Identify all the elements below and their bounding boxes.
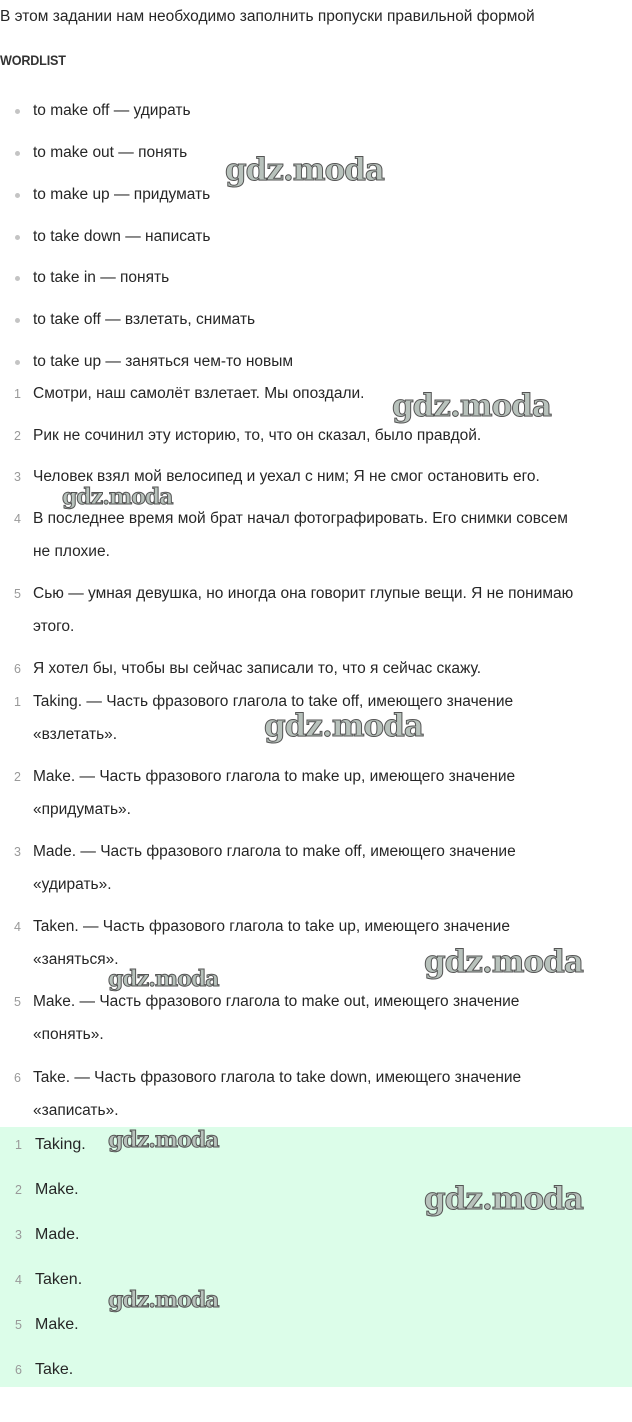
explanation-line: «удирать». — [33, 876, 112, 893]
answer-text: Make. — [35, 1316, 79, 1333]
answer-number: 6 — [15, 1363, 22, 1377]
answer-number: 4 — [15, 1273, 22, 1287]
item-number: 3 — [14, 845, 21, 859]
bullet-icon — [15, 193, 20, 198]
intro-text: В этом задании нам необходимо заполнить пропуски правильной формой — [0, 8, 535, 25]
explanation-line: Make. — Часть фразового глагола to make out, имеющего значение — [33, 993, 520, 1010]
translation-line: Человек взял мой велосипед и уехал с ним; Я не смог остановить его. — [33, 468, 540, 485]
explanation-line: «заняться». — [33, 951, 119, 968]
explanation-line: «записать». — [33, 1102, 119, 1119]
explanation-line: «придумать». — [33, 801, 131, 818]
watermark: gdz.moda — [225, 152, 384, 188]
answer-number: 2 — [15, 1183, 22, 1197]
item-number: 4 — [14, 920, 21, 934]
translation-line: Сью — умная девушка, но иногда она говорит глупые вещи. Я не понимаю — [33, 585, 574, 602]
item-number: 2 — [14, 429, 21, 443]
translation-line: Рик не сочинил эту историю, то, что он сказал, было правдой. — [33, 427, 482, 444]
watermark: gdz.moda — [108, 966, 219, 992]
explanation-line: «взлетать». — [33, 726, 118, 743]
bullet-icon — [15, 151, 20, 156]
item-number: 4 — [14, 512, 21, 526]
item-number: 5 — [14, 587, 21, 601]
answer-text: Make. — [35, 1181, 79, 1198]
answer-number: 3 — [15, 1228, 22, 1242]
item-number: 6 — [14, 1071, 21, 1085]
watermark: gdz.moda — [424, 1181, 583, 1217]
answer-number: 1 — [15, 1138, 22, 1152]
explanation-line: Taken. — Часть фразового глагола to take up, имеющего значение — [33, 918, 510, 935]
item-number: 2 — [14, 770, 21, 784]
explanation-line: Taking. — Часть фразового глагола to take off, имеющего значение — [33, 693, 514, 710]
wordlist-item: to take up — заняться чем-то новым — [33, 353, 294, 370]
item-number: 1 — [14, 387, 21, 401]
explanation-line: Make. — Часть фразового глагола to make up, имеющего значение — [33, 768, 516, 785]
watermark: gdz.moda — [62, 484, 173, 510]
wordlist-item: to make up — придумать — [33, 186, 211, 203]
watermark: gdz.moda — [264, 708, 423, 744]
answer-number: 5 — [15, 1318, 22, 1332]
watermark: gdz.moda — [108, 1127, 219, 1153]
bullet-icon — [15, 360, 20, 365]
translation-line: Смотри, наш самолёт взлетает. Мы опоздали. — [33, 385, 365, 402]
answer-text: Take. — [35, 1361, 74, 1378]
translation-line: не плохие. — [33, 543, 110, 560]
watermark: gdz.moda — [392, 388, 551, 424]
translation-line: Я хотел бы, чтобы вы сейчас записали то, что я сейчас скажу. — [33, 660, 482, 677]
item-number: 5 — [14, 995, 21, 1009]
translation-line: этого. — [33, 618, 75, 635]
translation-line: В последнее время мой брат начал фотографировать. Его снимки совсем — [33, 510, 568, 527]
answer-text: Taking. — [35, 1136, 86, 1153]
bullet-icon — [15, 235, 20, 240]
watermark: gdz.moda — [108, 1287, 219, 1313]
item-number: 3 — [14, 470, 21, 484]
bullet-icon — [15, 318, 20, 323]
wordlist-item: to take in — понять — [33, 269, 170, 286]
watermark: gdz.moda — [424, 944, 583, 980]
wordlist-item: to make out — понять — [33, 144, 188, 161]
bullet-icon — [15, 109, 20, 114]
answer-text: Made. — [35, 1226, 80, 1243]
explanation-line: «понять». — [33, 1026, 104, 1043]
item-number: 1 — [14, 695, 21, 709]
wordlist-heading: WORDLIST — [0, 52, 66, 68]
item-number: 6 — [14, 662, 21, 676]
wordlist-item: to make off — удирать — [33, 102, 191, 119]
wordlist-item: to take down — написать — [33, 228, 211, 245]
answer-text: Taken. — [35, 1271, 83, 1288]
bullet-icon — [15, 276, 20, 281]
wordlist-item: to take off — взлетать, снимать — [33, 311, 256, 328]
explanation-line: Made. — Часть фразового глагола to make off, имеющего значение — [33, 843, 516, 860]
answers-box — [0, 1127, 632, 1387]
explanation-line: Take. — Часть фразового глагола to take down, имеющего значение — [33, 1069, 522, 1086]
